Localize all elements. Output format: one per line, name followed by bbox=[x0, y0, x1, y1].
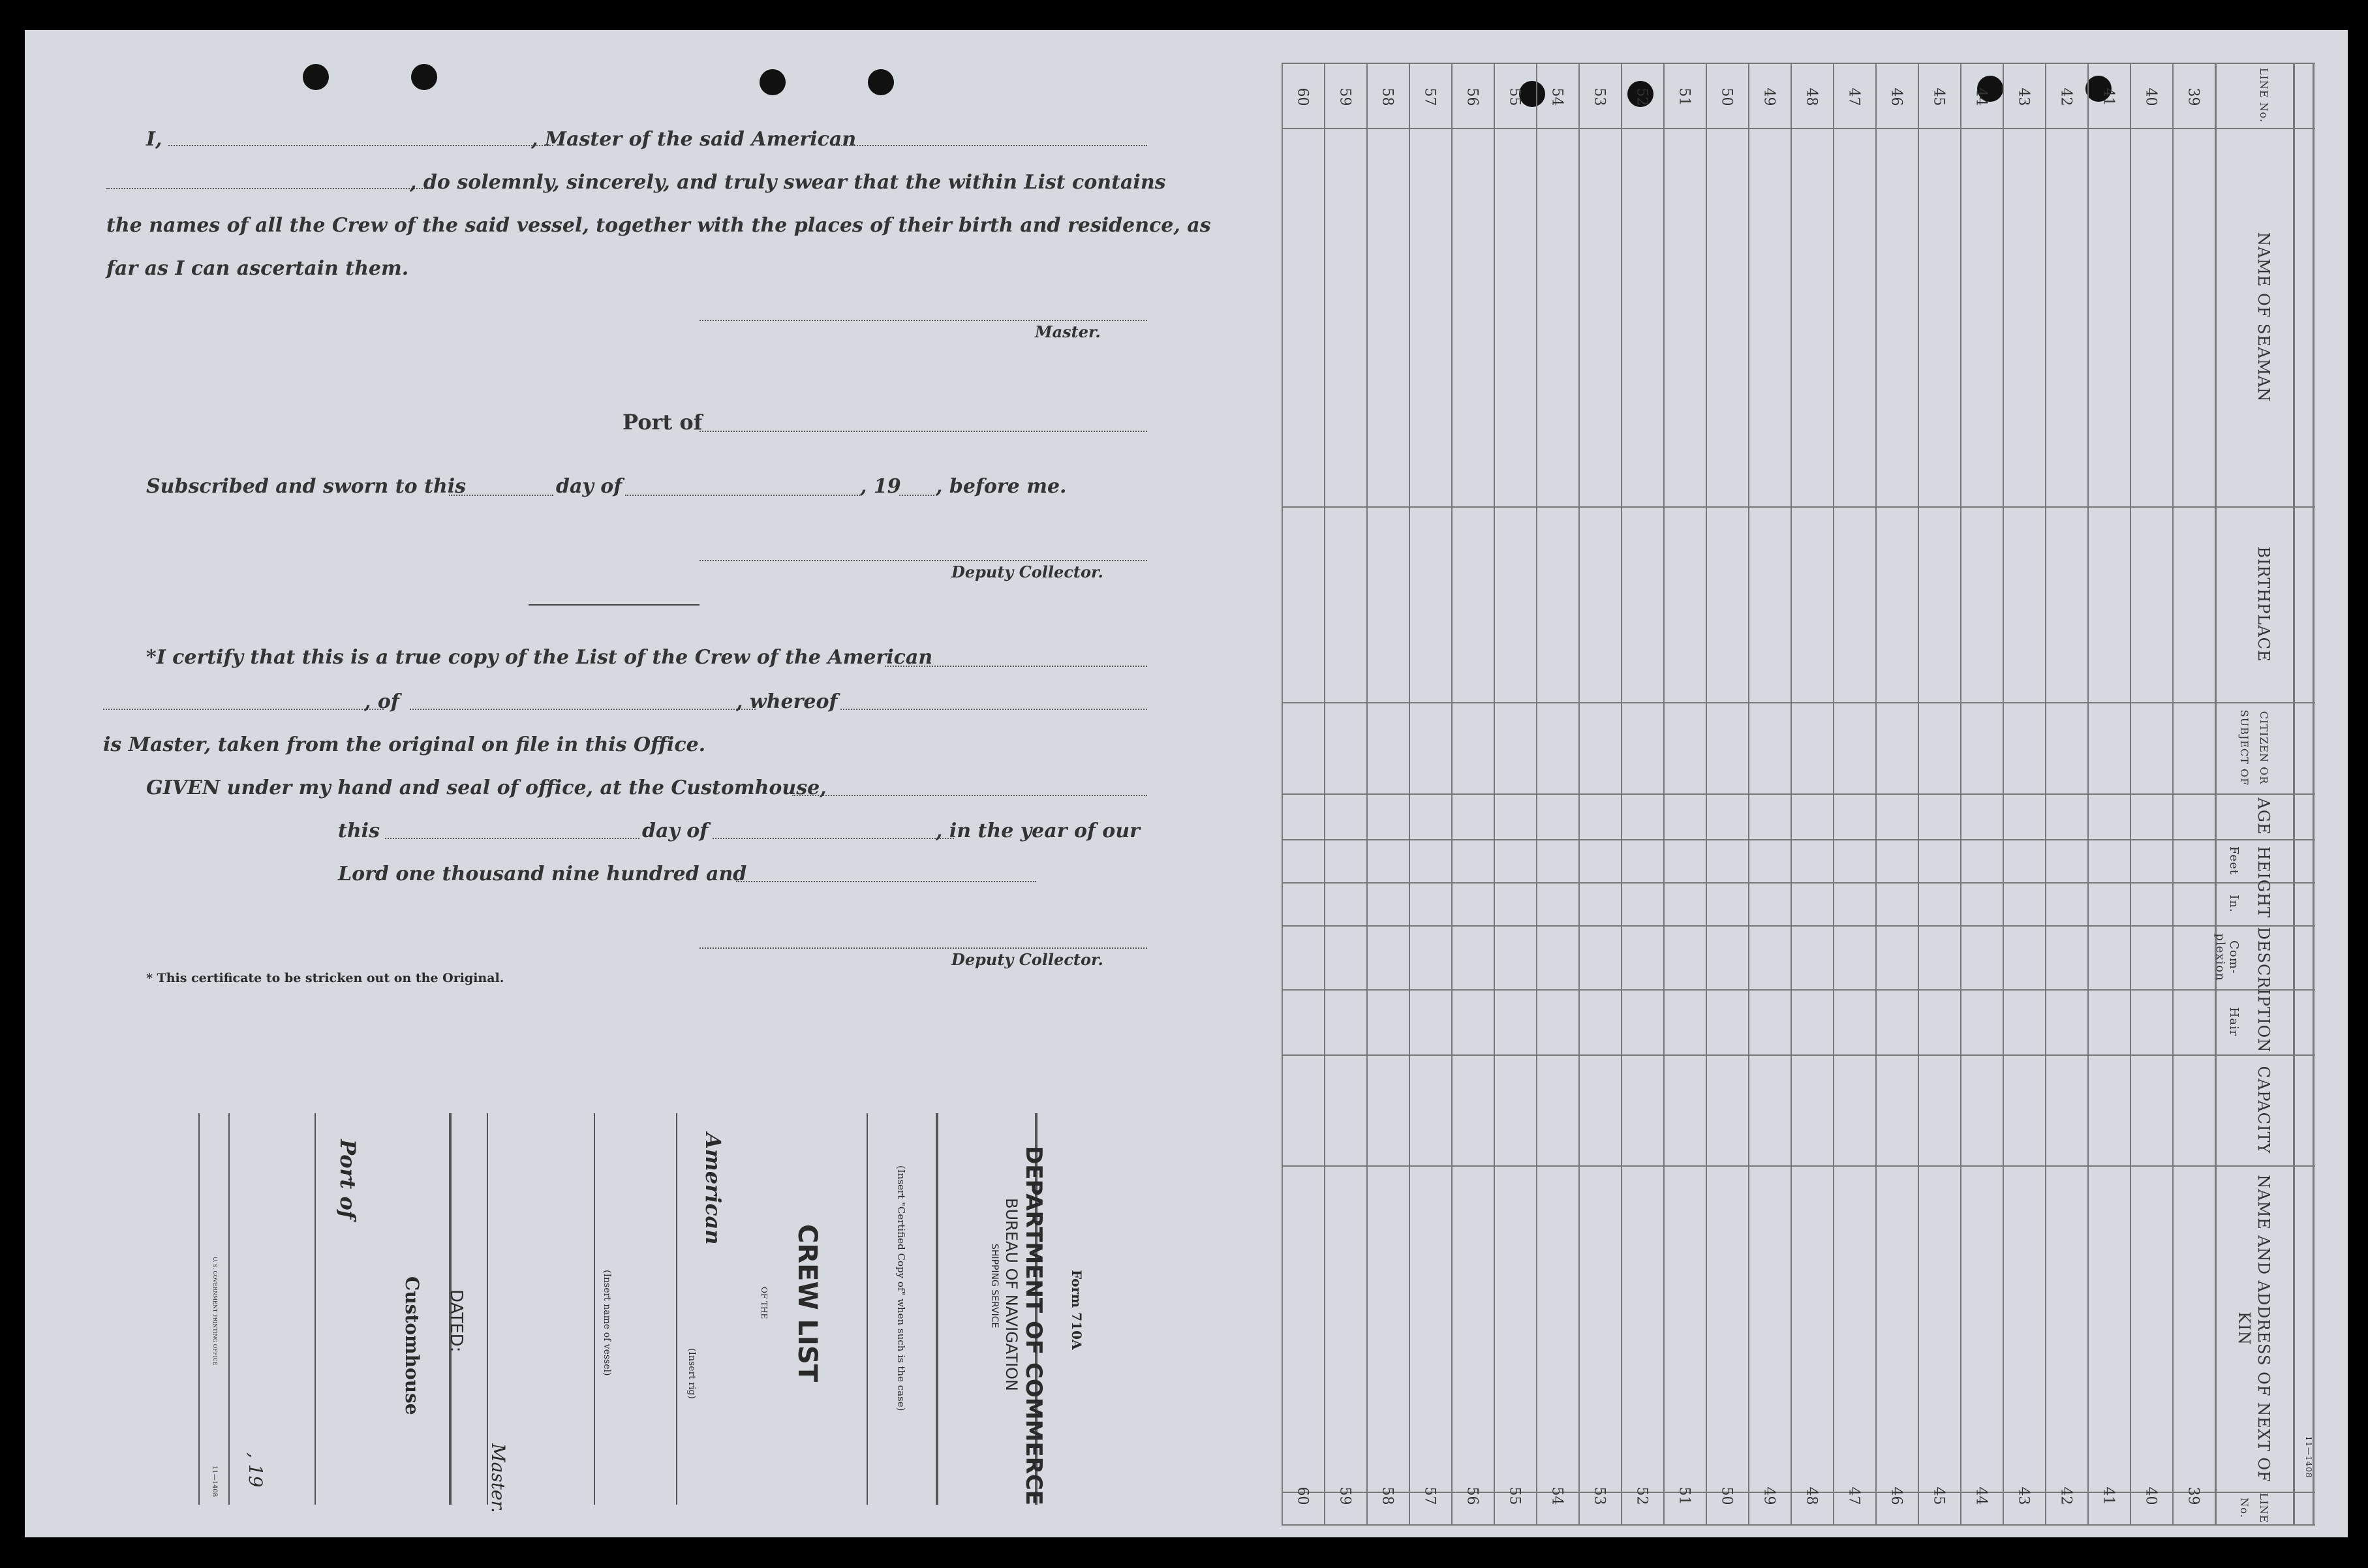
table-column-line bbox=[1451, 63, 1453, 1524]
row-number: 40 bbox=[2142, 87, 2159, 106]
certificate-this: this bbox=[338, 820, 380, 842]
row-number: 53 bbox=[1591, 1486, 1608, 1505]
table-section-line bbox=[1282, 128, 2315, 129]
row-number: 44 bbox=[1973, 1486, 1990, 1505]
header-description: DESCRIPTION bbox=[2254, 927, 2273, 1053]
oath-vessel-blank-2 bbox=[106, 188, 433, 189]
table-column-line bbox=[1282, 63, 1283, 1524]
subheader-hair: Hair bbox=[2227, 1007, 2241, 1037]
cover-customhouse: Customhouse bbox=[401, 1276, 423, 1415]
deputy-signature-line-1 bbox=[700, 560, 1147, 561]
certificate-footnote: * This certificate to be stricken out on the Original. bbox=[146, 971, 504, 985]
oath-master-text: , Master of the said American bbox=[531, 128, 857, 151]
cover-rule bbox=[867, 1113, 868, 1505]
table-column-line bbox=[2130, 63, 2131, 1524]
cover-nineteen: , 19 bbox=[245, 1453, 266, 1488]
table-header-border bbox=[2215, 63, 2217, 1524]
row-number: 49 bbox=[1761, 1486, 1777, 1505]
cover-rule bbox=[315, 1113, 316, 1505]
cover-master: Master. bbox=[487, 1443, 509, 1513]
row-number: 39 bbox=[2185, 87, 2202, 106]
row-number: 51 bbox=[1676, 1486, 1693, 1505]
certificate-vessel-blank bbox=[885, 666, 1147, 667]
master-signature-line bbox=[700, 320, 1147, 321]
row-number: 49 bbox=[1761, 87, 1777, 106]
row-number: 43 bbox=[2015, 1486, 2032, 1505]
row-number: 41 bbox=[2100, 87, 2117, 106]
table-section-line bbox=[1282, 1165, 2315, 1167]
subscribed-19: , 19 bbox=[860, 475, 901, 498]
subscribed-day-of: day of bbox=[556, 475, 623, 498]
cover-code: 11—1408 bbox=[211, 1466, 218, 1498]
row-number: 51 bbox=[1676, 87, 1693, 106]
section-divider bbox=[529, 604, 700, 606]
subscribed-year-blank bbox=[899, 495, 934, 496]
subscribed-month-blank bbox=[625, 495, 860, 496]
cover-bureau: BUREAU OF NAVIGATION bbox=[1002, 1198, 1021, 1391]
certificate-line-3: is Master, taken from the original on file in this Office. bbox=[103, 733, 706, 756]
row-number: 43 bbox=[2015, 87, 2032, 106]
table-column-line bbox=[2003, 63, 2004, 1524]
header-next-of-kin: NAME AND ADDRESS OF NEXT OF KIN bbox=[2235, 1175, 2273, 1483]
cover-service: SHIPPING SERVICE bbox=[989, 1244, 1000, 1329]
row-number: 47 bbox=[1845, 1486, 1862, 1505]
row-number: 42 bbox=[2057, 1486, 2074, 1505]
table-column-line bbox=[2087, 63, 2089, 1524]
document-page bbox=[25, 30, 2348, 1537]
punch-hole bbox=[411, 64, 437, 90]
row-number: 60 bbox=[1294, 1486, 1311, 1505]
row-number: 53 bbox=[1591, 87, 1608, 106]
cover-insert-name: (Insert name of vessel) bbox=[602, 1270, 612, 1376]
deputy-signature-line-2 bbox=[700, 947, 1147, 949]
punch-hole bbox=[303, 64, 329, 90]
header-line-no: LINE No. bbox=[2238, 1492, 2270, 1524]
punch-hole bbox=[868, 69, 894, 95]
master-label: Master. bbox=[1035, 322, 1101, 341]
certificate-day-of: day of bbox=[642, 820, 709, 842]
table-section-line bbox=[1282, 989, 2315, 991]
certificate-year-blank bbox=[736, 881, 1036, 882]
cover-rule bbox=[936, 1113, 938, 1505]
table-header-border bbox=[2313, 63, 2314, 1524]
table-section-line bbox=[1282, 793, 2315, 795]
subscribed-day-blank bbox=[449, 495, 553, 496]
row-number: 46 bbox=[1888, 1486, 1905, 1505]
certificate-of: , of bbox=[364, 690, 399, 713]
table-column-line bbox=[1706, 63, 1707, 1524]
cover-of-the: OF THE bbox=[760, 1287, 769, 1319]
table-column-line bbox=[1536, 63, 1537, 1524]
table-section-line bbox=[1282, 1524, 2315, 1526]
table-column-line bbox=[1621, 63, 1622, 1524]
certificate-line-1: *I certify that this is a true copy of the List of the Crew of the American bbox=[146, 646, 933, 669]
cover-american: American bbox=[701, 1133, 726, 1245]
row-number: 54 bbox=[1548, 1486, 1565, 1505]
certificate-year-of-our: , in the year of our bbox=[936, 820, 1140, 842]
table-column-line bbox=[1578, 63, 1580, 1524]
cover-crew-list: CREW LIST bbox=[792, 1224, 822, 1382]
table-column-line bbox=[1409, 63, 1410, 1524]
oath-line-4: far as I can ascertain them. bbox=[106, 257, 409, 280]
crew-table bbox=[1238, 63, 2315, 1524]
row-number: 59 bbox=[1336, 1486, 1353, 1505]
header-name-of-seaman: NAME OF SEAMAN bbox=[2254, 232, 2273, 403]
table-column-line bbox=[1748, 63, 1749, 1524]
certificate-line-4: GIVEN under my hand and seal of office, at the Customhouse, bbox=[146, 776, 827, 799]
row-number: 44 bbox=[1973, 87, 1990, 106]
cover-rule bbox=[228, 1113, 230, 1505]
certificate-port-blank bbox=[410, 709, 756, 710]
header-capacity: CAPACITY bbox=[2254, 1066, 2273, 1154]
cover-form-number: Form 710A bbox=[1069, 1270, 1084, 1350]
certificate-name-blank bbox=[103, 709, 384, 710]
row-number: 42 bbox=[2057, 87, 2074, 106]
row-number: 54 bbox=[1548, 87, 1565, 106]
table-column-line bbox=[1494, 63, 1495, 1524]
cover-printing-office: U. S. GOVERNMENT PRINTING OFFICE bbox=[212, 1257, 218, 1366]
table-column-line bbox=[1324, 63, 1325, 1524]
punch-hole bbox=[760, 69, 786, 95]
oath-line-3: the names of all the Crew of the said vessel, together with the places of their birth and residence, as bbox=[106, 214, 1211, 237]
row-number: 56 bbox=[1464, 87, 1481, 106]
cover-rule bbox=[594, 1113, 595, 1505]
table-column-line bbox=[1663, 63, 1665, 1524]
row-number: 58 bbox=[1379, 87, 1396, 106]
row-number: 50 bbox=[1718, 1486, 1735, 1505]
customhouse-blank bbox=[792, 795, 1147, 796]
row-number: 55 bbox=[1506, 87, 1523, 106]
header-line-no: LINE No. bbox=[2258, 67, 2270, 123]
table-section-line bbox=[1282, 925, 2315, 927]
cover-insert-copy: (Insert "Certified Copy of" when such is the case) bbox=[895, 1165, 907, 1411]
subscribed-before-me: , before me. bbox=[936, 475, 1067, 498]
cover-department: DEPARTMENT OF COMMERCE bbox=[1021, 1146, 1047, 1506]
oath-name-blank bbox=[168, 145, 553, 146]
row-number: 58 bbox=[1379, 1486, 1396, 1505]
row-number: 52 bbox=[1633, 87, 1650, 106]
table-column-line bbox=[1366, 63, 1368, 1524]
table-column-line bbox=[1833, 63, 1834, 1524]
table-column-line bbox=[2172, 63, 2174, 1524]
cover-rule bbox=[676, 1113, 677, 1505]
row-number: 47 bbox=[1845, 87, 1862, 106]
certificate-line-6: Lord one thousand nine hundred and bbox=[338, 863, 747, 885]
row-number: 52 bbox=[1633, 1486, 1650, 1505]
row-number: 59 bbox=[1336, 87, 1353, 106]
table-section-line bbox=[1282, 506, 2315, 508]
row-number: 56 bbox=[1464, 1486, 1481, 1505]
table-form-code: 11—1408 bbox=[2304, 1436, 2313, 1479]
table-section-line bbox=[1282, 702, 2315, 703]
subheader-feet: Feet bbox=[2227, 846, 2241, 876]
table-column-line bbox=[1791, 63, 1792, 1524]
header-birthplace: BIRTHPLACE bbox=[2254, 546, 2273, 662]
table-section-line bbox=[1282, 839, 2315, 840]
table-header-border bbox=[2293, 63, 2295, 1524]
certificate-day-blank bbox=[385, 838, 639, 839]
row-number: 45 bbox=[1930, 87, 1947, 106]
row-number: 39 bbox=[2185, 1486, 2202, 1505]
table-column-line bbox=[1960, 63, 1961, 1524]
cover-insert-rig: (Insert rig) bbox=[686, 1348, 697, 1399]
table-column-line bbox=[1875, 63, 1877, 1524]
row-number: 50 bbox=[1718, 87, 1735, 106]
certificate-master-blank bbox=[840, 709, 1147, 710]
table-section-line bbox=[1282, 882, 2315, 884]
row-number: 57 bbox=[1421, 1486, 1438, 1505]
row-number: 60 bbox=[1294, 87, 1311, 106]
row-number: 46 bbox=[1888, 87, 1905, 106]
table-section-line bbox=[1282, 1054, 2315, 1056]
subheader-inches: In. bbox=[2227, 895, 2241, 913]
row-number: 48 bbox=[1803, 1486, 1820, 1505]
cover-port-of: Port of bbox=[335, 1139, 360, 1220]
oath-vessel-blank bbox=[834, 145, 1147, 146]
table-section-line bbox=[1282, 63, 2315, 64]
cover-dated: DATED: bbox=[446, 1289, 466, 1353]
row-number: 57 bbox=[1421, 87, 1438, 106]
row-number: 45 bbox=[1930, 1486, 1947, 1505]
header-height: HEIGHT bbox=[2254, 846, 2273, 919]
header-citizen: CITIZEN OR SUBJECT OF bbox=[2238, 709, 2270, 786]
row-number: 55 bbox=[1506, 1486, 1523, 1505]
header-age: AGE bbox=[2254, 797, 2273, 835]
cover-rule bbox=[198, 1113, 200, 1505]
deputy-collector-2: Deputy Collector. bbox=[951, 950, 1103, 969]
row-number: 40 bbox=[2142, 1486, 2159, 1505]
certificate-month-blank bbox=[713, 838, 954, 839]
row-number: 48 bbox=[1803, 87, 1820, 106]
subscribed-text: Subscribed and sworn to this bbox=[146, 475, 467, 498]
oath-line-2: , do solemnly, sincerely, and truly swear that the within List contains bbox=[410, 171, 1166, 194]
table-column-line bbox=[2045, 63, 2046, 1524]
port-of-blank bbox=[700, 431, 1147, 432]
port-of-label: Port of bbox=[623, 410, 703, 435]
certificate-whereof: , whereof bbox=[736, 690, 838, 713]
table-column-line bbox=[1918, 63, 1919, 1524]
subheader-complexion: Com- plexion bbox=[2213, 933, 2241, 981]
row-number: 41 bbox=[2100, 1486, 2117, 1505]
deputy-collector-1: Deputy Collector. bbox=[951, 562, 1103, 581]
oath-i: I, bbox=[146, 128, 162, 151]
